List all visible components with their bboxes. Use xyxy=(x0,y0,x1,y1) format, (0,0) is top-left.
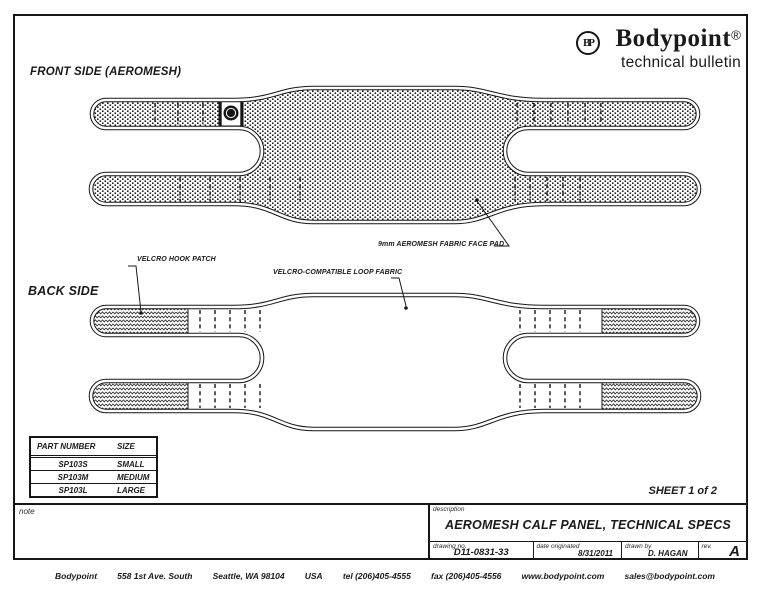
footer-country: USA xyxy=(304,571,323,581)
date-originated-label: date originated xyxy=(536,543,580,550)
drawing-number-cell xyxy=(430,542,534,559)
note-box xyxy=(15,503,430,558)
table-row xyxy=(31,470,156,483)
note-label: note xyxy=(19,507,35,516)
footer-tel: tel (206)405-4555 xyxy=(342,571,411,581)
part-number-cell: SP103S xyxy=(58,459,88,469)
col-header-part-number: PART NUMBER xyxy=(37,442,96,451)
brand-block xyxy=(616,25,742,72)
part-number-cell: SP103L xyxy=(58,485,88,495)
footer-website: www.bodypoint.com xyxy=(521,571,605,581)
back-view-label: BACK SIDE xyxy=(28,284,99,298)
drawn-by-label: drawn by xyxy=(625,543,652,550)
revision-cell xyxy=(699,542,747,559)
drawing-number-value: D11-0831-33 xyxy=(453,546,509,558)
loop-fabric-annotation: VELCRO-COMPATIBLE LOOP FABRIC xyxy=(273,269,403,276)
footer-company: Bodypoint xyxy=(55,571,98,581)
drawing-description: AEROMESH CALF PANEL, TECHNICAL SPECS xyxy=(445,518,731,532)
sheet-number-label: SHEET 1 of 2 xyxy=(648,485,717,497)
brand-subtitle: technical bulletin xyxy=(621,54,741,71)
parts-table-header-row xyxy=(31,438,156,458)
date-originated-cell xyxy=(534,542,623,559)
footer-fax: fax (206)405-4556 xyxy=(431,571,502,581)
logo-initials: BP xyxy=(582,37,594,49)
size-cell: SMALL xyxy=(117,459,145,469)
size-cell: MEDIUM xyxy=(117,472,150,482)
footer-contact-line xyxy=(55,571,715,581)
bodypoint-logo-icon xyxy=(576,31,600,55)
drawing-number-label: drawing no. xyxy=(433,543,467,550)
registered-mark: ® xyxy=(731,27,741,43)
col-header-size: SIZE xyxy=(117,442,135,451)
drawn-by-value: D. HAGAN xyxy=(647,548,688,558)
title-block xyxy=(430,503,746,558)
table-row xyxy=(31,483,156,496)
revision-value: A xyxy=(729,542,740,560)
size-cell: LARGE xyxy=(117,485,145,495)
logo-patch-icon xyxy=(224,106,239,121)
logo-patch xyxy=(219,100,244,126)
date-originated-value: 8/31/2011 xyxy=(578,548,613,558)
face-pad-annotation: 9mm AEROMESH FABRIC FACE PAD xyxy=(378,241,505,248)
footer-email: sales@bodypoint.com xyxy=(624,571,715,581)
hook-patch-annotation: VELCRO HOOK PATCH xyxy=(137,256,216,263)
parts-table xyxy=(29,436,158,498)
front-view-label: FRONT SIDE (AEROMESH) xyxy=(30,66,182,78)
part-number-cell: SP103M xyxy=(57,472,89,482)
table-row xyxy=(31,458,156,470)
description-cell xyxy=(430,505,746,542)
back-view-drawing xyxy=(64,287,712,439)
title-block-bottom-row xyxy=(430,542,746,559)
front-view-drawing xyxy=(64,80,712,232)
drawn-by-cell xyxy=(622,542,699,559)
footer-city: Seattle, WA 98104 xyxy=(212,571,285,581)
revision-label: rev. xyxy=(701,543,712,550)
footer-address: 558 1st Ave. South xyxy=(117,571,193,581)
brand-name: Bodypoint xyxy=(615,25,732,52)
description-label: description xyxy=(433,506,465,513)
